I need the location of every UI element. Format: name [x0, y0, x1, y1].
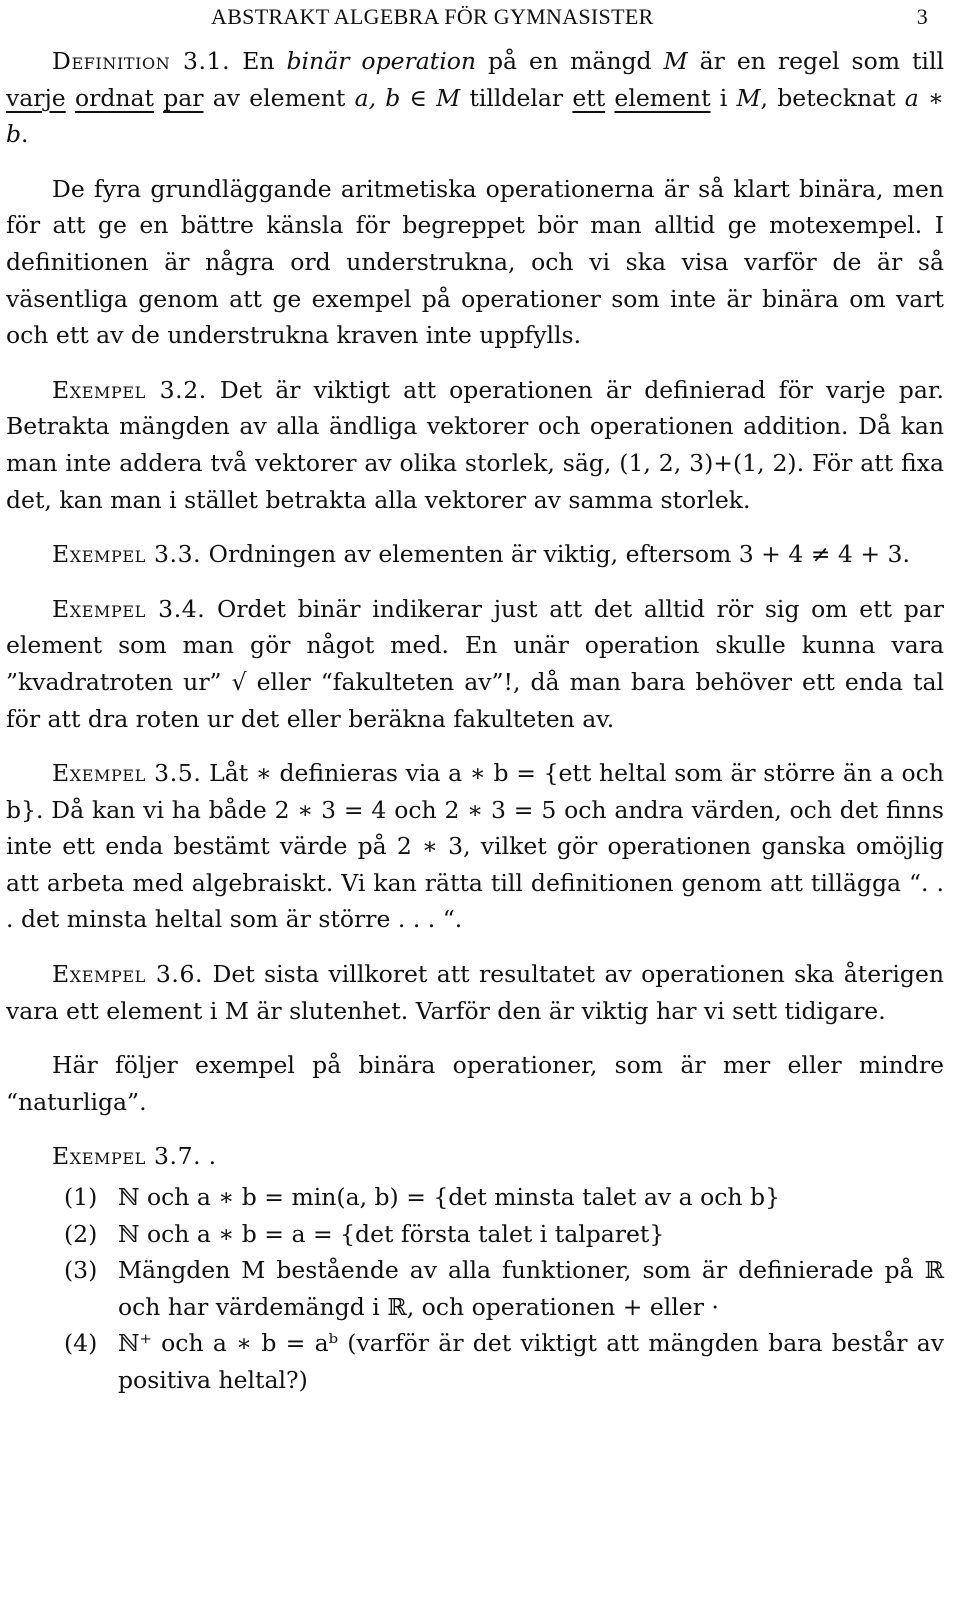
example-label: Exempel 3.6.	[52, 960, 204, 989]
example-3-3	[6, 536, 944, 573]
example-3-6	[6, 956, 944, 1029]
example-3-2	[6, 372, 944, 518]
underlined-varje: varje	[6, 83, 66, 112]
list-item-number: (1)	[64, 1183, 98, 1212]
running-title: ABSTRAKT ALGEBRA FÖR GYMNASISTER	[211, 4, 654, 29]
list-item	[6, 1252, 944, 1325]
page-number: 3	[916, 4, 928, 29]
example-3-5	[6, 755, 944, 938]
example-text: Det är viktigt att operationen är definierad för varje par. Betrakta mängden av alla ändliga vektorer och operationen addition. Då kan man inte addera två vektorer av olika storlek, säg, (1, 2, 3)+(1, 2). För att fixa det, kan man i stället betrakta alla vektorer av samma storlek.	[6, 375, 944, 514]
list-item	[6, 1216, 944, 1253]
list-item-text: ℕ⁺ och a ∗ b = aᵇ (varför är det viktigt att mängden bara består av positiva heltal?)	[118, 1329, 944, 1394]
example-label: Exempel 3.3.	[52, 540, 202, 569]
list-item-text: ℕ och a ∗ b = min(a, b) = {det minsta talet av a och b}	[118, 1183, 781, 1212]
underlined-element: element	[614, 83, 711, 112]
list-item-number: (2)	[64, 1219, 98, 1248]
example-text: Låt ∗ definieras via a ∗ b = {ett heltal som är större än a och b}. Då kan vi ha både 2 ∗ 3 = 4 och 2 ∗ 3 = 5 och andra värden, och det finns inte ett enda bestämt värde på 2 ∗ 3, vilket gör operationen ganska omöjlig att arbeta med algebraiskt. Vi kan rätta till definitionen genom att tillägga “. . . det minsta heltal som är större . . . “.	[6, 759, 944, 934]
example-label: Exempel 3.5.	[52, 759, 202, 788]
running-header	[6, 0, 944, 32]
list-item-text: ℕ och a ∗ b = a = {det första talet i talparet}	[118, 1219, 665, 1248]
list-item-number: (4)	[64, 1329, 98, 1358]
intro-paragraph: De fyra grundläggande aritmetiska operationerna är så klart binära, men för att ge en bättre känsla för begreppet bör man alltid ge motexempel. I definitionen är några ord understrukna, och vi ska visa varför de är så väsentliga genom att ge exempel på operationer som inte är binära om vart och ett av de understrukna kraven inte uppfylls.	[6, 174, 944, 350]
example-3-7: Exempel 3.7. .	[52, 1142, 217, 1171]
underlined-ett: ett	[572, 83, 606, 112]
list-item	[6, 1179, 944, 1216]
closing-paragraph: Här följer exempel på binära operationer, som är mer eller mindre “naturliga”.	[6, 1051, 944, 1116]
underlined-ordnat: ordnat	[74, 83, 154, 112]
list-item-text: Mängden M bestående av alla funktioner, som är definierade på ℝ och har värdemängd i ℝ, och operationen + eller ·	[118, 1256, 944, 1321]
example-list	[6, 1179, 944, 1399]
example-text: Ordet binär indikerar just att det alltid rör sig om ett par element som man gör något med. En unär operation skulle kunna vara ”kvadratroten ur” √ eller “fakulteten av”!, då man bara behöver ett enda tal för att dra roten ur det eller beräkna fakulteten av.	[6, 594, 944, 733]
example-label: Exempel 3.2.	[52, 375, 207, 404]
example-label: Exempel 3.7.	[52, 1142, 202, 1171]
example-label: Exempel 3.4.	[52, 594, 206, 623]
example-3-4	[6, 591, 944, 737]
definition-3-1: Definition 3.1. En binär operation på en mängd M är en regel som till varje ordnat par av element a, b ∈ M tilldelar ett element i M, betecknat a ∗ b.	[6, 47, 944, 149]
list-item	[6, 1325, 944, 1398]
underlined-par: par	[163, 83, 204, 112]
example-text: Ordningen av elementen är viktig, eftersom 3 + 4 ≠ 4 + 3.	[201, 540, 910, 569]
list-item-number: (3)	[64, 1256, 98, 1285]
definition-label: Definition 3.1.	[52, 47, 231, 75]
example-text: Det sista villkoret att resultatet av operationen ska återigen vara ett element i M är slutenhet. Varför den är viktig har vi sett tidigare.	[6, 960, 944, 1025]
defined-term: binär operation	[286, 47, 477, 75]
